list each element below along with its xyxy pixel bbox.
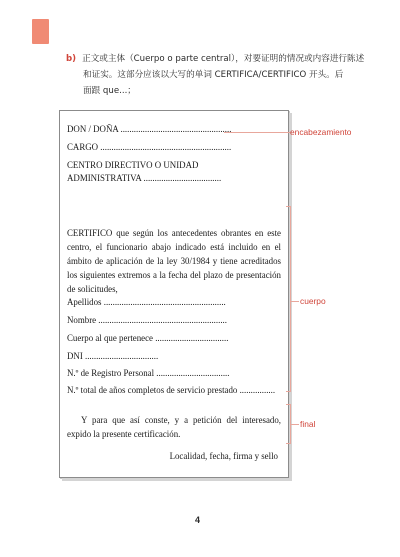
- annotation-cuerpo: cuerpo: [300, 296, 326, 306]
- body-bracket: [290, 206, 291, 392]
- field-don: DON / DOÑA ..................................................: [67, 124, 232, 134]
- certificate-document: [59, 110, 289, 478]
- header-annotation-leader: [224, 132, 290, 133]
- final-annotation-tick: [291, 424, 299, 425]
- page-number: 4: [195, 515, 201, 525]
- final-paragraph: Y para que así conste, y a petición del interesado, expido la presente certificación.: [67, 415, 281, 439]
- annotation-final: final: [300, 419, 316, 429]
- annotation-encabezamiento: encabezamiento: [290, 127, 352, 137]
- field-cuerpo: Cuerpo al que pertenece .................................: [67, 333, 229, 343]
- intro-line-3: 面跟 que...；: [83, 86, 136, 96]
- intro-line-2: 和证实。这部分应该以大写的单词 CERTIFICA/CERTIFICO 开头。后: [83, 70, 344, 80]
- list-marker: b): [66, 54, 77, 64]
- corner-color-block: [32, 19, 49, 44]
- field-cargo: CARGO ...........................................................: [67, 142, 232, 152]
- field-apellidos: Apellidos .......................................................: [67, 297, 226, 307]
- certifico-paragraph: CERTIFICO que según los antecedentes obrantes en este centro, el funcionario abajo indicado está incluido en el ámbito de aplicación de la ley 30/1984 y tiene acreditados los siguientes extremos a la fecha del plazo de presentación de solicitudes,: [67, 228, 281, 294]
- field-registro: N.º de Registro Personal .................................: [67, 368, 230, 378]
- intro-line-1: b) 正文或主体（Cuerpo o parte central），对要证明的情况或内容进行陈述: [66, 54, 365, 64]
- field-centro-line-1: CENTRO DIRECTIVO O UNIDAD: [67, 160, 199, 170]
- signature-line: Localidad, fecha, firma y sello: [169, 451, 278, 461]
- field-dni: DNI .................................: [67, 351, 159, 361]
- field-anos-servicio: N.º total de años completos de servicio prestado ................: [67, 385, 276, 395]
- intro-paragraph: [66, 51, 378, 99]
- field-nombre: Nombre ..........................................................: [67, 315, 227, 325]
- body-annotation-tick: [291, 301, 299, 302]
- field-centro-line-2: ADMINISTRATIVA ...................................: [67, 173, 222, 183]
